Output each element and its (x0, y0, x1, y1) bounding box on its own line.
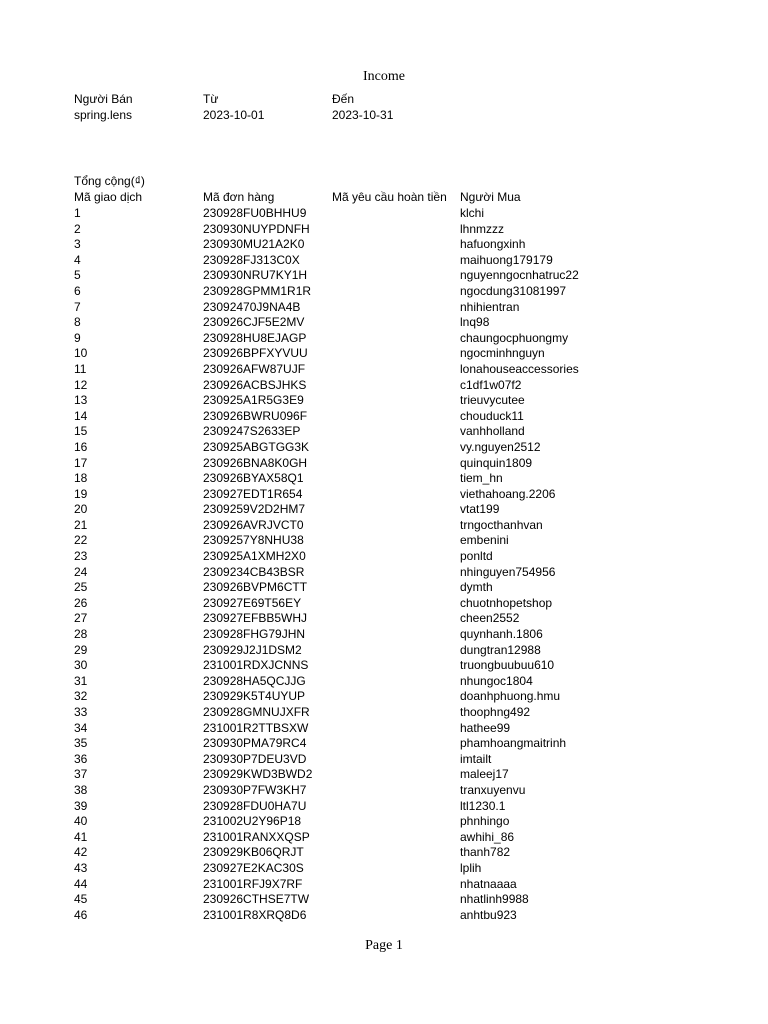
transaction-id-cell: 28 (74, 627, 88, 642)
buyer-cell: truongbuubuu610 (460, 658, 555, 673)
transaction-id-cell: 9 (74, 330, 81, 345)
order-id-cell: 230925A1R5G3E9 (203, 393, 304, 408)
order-id-cell: 230929J2J1DSM2 (203, 642, 302, 657)
table-row (0, 456, 768, 472)
order-id-cell: 230930PMA79RC4 (203, 736, 307, 751)
transaction-id-cell: 40 (74, 814, 88, 829)
from-label: Từ (203, 92, 219, 106)
buyer-cell: nhatlinh9988 (460, 892, 529, 907)
order-id-cell: 230926ACBSJHKS (203, 377, 307, 392)
buyer-cell: awhihi_86 (460, 829, 515, 844)
buyer-cell: c1df1w07f2 (460, 377, 522, 392)
order-id-cell: 230926AVRJVCT0 (203, 517, 304, 532)
column-header-transaction-id: Mã giao dịch (74, 190, 143, 204)
page-number: Page 1 (365, 938, 403, 953)
table-row (0, 440, 768, 456)
buyer-cell: nhinguyen754956 (460, 564, 556, 579)
order-id-cell: 230928FU0BHHU9 (203, 206, 307, 220)
transaction-id-cell: 19 (74, 486, 88, 501)
buyer-cell: klchi (460, 206, 485, 220)
order-id-cell: 230927EFBB5WHJ (203, 611, 308, 626)
transaction-id-cell: 39 (74, 798, 88, 813)
transaction-id-cell: 10 (74, 346, 88, 361)
order-id-cell: 2309257Y8NHU38 (203, 533, 304, 548)
transaction-id-cell: 12 (74, 377, 88, 392)
transaction-id-cell: 41 (74, 829, 88, 844)
table-row (0, 222, 768, 238)
table-row (0, 892, 768, 908)
transaction-id-cell: 20 (74, 502, 88, 517)
table-row (0, 814, 768, 830)
buyer-cell: ponltd (460, 549, 493, 564)
transaction-id-cell: 21 (74, 517, 88, 532)
table-row (0, 237, 768, 253)
transaction-id-cell: 13 (74, 393, 88, 408)
to-date-value: 2023-10-31 (332, 108, 394, 122)
table-row (0, 861, 768, 877)
buyer-cell: cheen2552 (460, 611, 520, 626)
report-title: Income (363, 69, 405, 84)
buyer-cell: lonahouseaccessories (460, 361, 579, 376)
table-row (0, 845, 768, 861)
buyer-cell: vtat199 (460, 502, 500, 517)
table-row (0, 705, 768, 721)
transaction-id-cell: 34 (74, 720, 88, 735)
transaction-id-cell: 29 (74, 642, 88, 657)
table-row (0, 378, 768, 394)
from-date-value: 2023-10-01 (203, 108, 265, 122)
order-id-cell: 231001RFJ9X7RF (203, 876, 303, 891)
table-row (0, 268, 768, 284)
buyer-cell: thanh782 (460, 845, 511, 860)
table-row (0, 689, 768, 705)
transaction-id-cell: 43 (74, 860, 88, 875)
order-id-cell: 231001RDXJCNNS (203, 658, 309, 673)
total-label: Tổng cộng(₫) (74, 174, 145, 188)
order-id-cell: 230928FDU0HA7U (203, 798, 307, 813)
table-row (0, 752, 768, 768)
buyer-cell: maleej17 (460, 767, 509, 782)
order-id-cell: 2309259V2D2HM7 (203, 502, 306, 517)
table-row (0, 721, 768, 737)
transaction-table-body (0, 206, 768, 923)
transaction-id-cell: 45 (74, 892, 88, 907)
transaction-id-cell: 1 (74, 206, 81, 220)
buyer-cell: chuotnhopetshop (460, 595, 553, 610)
transaction-id-cell: 38 (74, 782, 88, 797)
buyer-cell: ngocminhnguyn (460, 346, 545, 361)
order-id-cell: 230930NUYPDNFH (203, 221, 310, 236)
order-id-cell: 231001RANXXQSP (203, 829, 310, 844)
order-id-cell: 2309247S2633EP (203, 424, 301, 439)
order-id-cell: 230926AFW87UJF (203, 361, 306, 376)
buyer-cell: ngocdung31081997 (460, 283, 567, 298)
table-row (0, 487, 768, 503)
order-id-cell: 230925ABGTGG3K (203, 439, 310, 454)
buyer-cell: maihuong179179 (460, 252, 553, 267)
column-header-order-id: Mã đơn hàng (203, 190, 275, 204)
buyer-cell: lhnmzzz (460, 221, 505, 236)
buyer-cell: chouduck11 (460, 408, 524, 423)
buyer-cell: ltl1230.1 (460, 798, 506, 813)
buyer-cell: lnq98 (460, 315, 490, 330)
transaction-id-cell: 26 (74, 595, 88, 610)
table-header (0, 190, 768, 206)
order-id-cell: 230928FHG79JHN (203, 627, 306, 642)
buyer-cell: nguyenngocnhatruc22 (460, 268, 579, 283)
buyer-cell: lplih (460, 860, 482, 875)
order-id-cell: 230928FJ313C0X (203, 252, 300, 267)
transaction-id-cell: 7 (74, 299, 81, 314)
buyer-cell: doanhphuong.hmu (460, 689, 561, 704)
to-label: Đến (332, 92, 355, 106)
transaction-id-cell: 36 (74, 751, 88, 766)
table-row (0, 643, 768, 659)
table-row (0, 409, 768, 425)
transaction-id-cell: 4 (74, 252, 81, 267)
table-row (0, 580, 768, 596)
transaction-id-cell: 27 (74, 611, 88, 626)
order-id-cell: 230927EDT1R654 (203, 486, 303, 501)
transaction-id-cell: 14 (74, 408, 88, 423)
column-header-buyer: Người Mua (460, 190, 521, 204)
table-row (0, 627, 768, 643)
buyer-cell: phamhoangmaitrinh (460, 736, 567, 751)
transaction-id-cell: 30 (74, 658, 88, 673)
transaction-id-cell: 3 (74, 237, 81, 252)
transaction-id-cell: 11 (74, 361, 87, 376)
order-id-cell: 230930P7DEU3VD (203, 751, 307, 766)
buyer-cell: vanhholland (460, 424, 525, 439)
table-row (0, 331, 768, 347)
buyer-cell: quinquin1809 (460, 455, 533, 470)
transaction-id-cell: 35 (74, 736, 88, 751)
buyer-cell: anhtbu923 (460, 907, 517, 922)
meta-values-row (0, 108, 768, 124)
table-row (0, 736, 768, 752)
table-row (0, 300, 768, 316)
table-row (0, 783, 768, 799)
buyer-cell: dungtran12988 (460, 642, 541, 657)
order-id-cell: 230926BYAX58Q1 (203, 471, 304, 486)
transaction-id-cell: 16 (74, 439, 88, 454)
table-row (0, 346, 768, 362)
transaction-id-cell: 17 (74, 455, 88, 470)
table-row (0, 393, 768, 409)
order-id-cell: 230930NRU7KY1H (203, 268, 308, 283)
order-id-cell: 230927E2KAC30S (203, 860, 304, 875)
buyer-cell: tiem_hn (460, 471, 503, 486)
transaction-id-cell: 15 (74, 424, 88, 439)
transaction-id-cell: 2 (74, 221, 81, 236)
seller-value: spring.lens (74, 108, 133, 122)
table-row (0, 611, 768, 627)
buyer-cell: hathee99 (460, 720, 511, 735)
buyer-cell: nhungoc1804 (460, 673, 533, 688)
order-id-cell: 230929K5T4UYUP (203, 689, 306, 704)
table-row (0, 206, 768, 222)
buyer-cell: hafuongxinh (460, 237, 526, 252)
order-id-cell: 230928HU8EJAGP (203, 330, 307, 345)
meta-header-row (0, 92, 768, 108)
table-row (0, 315, 768, 331)
table-row (0, 799, 768, 815)
order-id-cell: 230928GPMM1R1R (203, 283, 312, 298)
order-id-cell: 230926BPFXYVUU (203, 346, 308, 361)
table-row (0, 877, 768, 893)
buyer-cell: quynhanh.1806 (460, 627, 543, 642)
table-row (0, 565, 768, 581)
buyer-cell: embenini (460, 533, 509, 548)
transaction-id-cell: 44 (74, 876, 88, 891)
order-id-cell: 230929KWD3BWD2 (203, 767, 313, 782)
buyer-cell: chaungocphuongmy (460, 330, 569, 345)
table-row (0, 658, 768, 674)
order-id-cell: 230930P7FW3KH7 (203, 782, 307, 797)
table-row (0, 674, 768, 690)
order-id-cell: 230927E69T56EY (203, 595, 302, 610)
transaction-id-cell: 31 (74, 673, 88, 688)
table-row (0, 549, 768, 565)
total-row (0, 174, 768, 190)
table-row (0, 767, 768, 783)
order-id-cell: 231001R2TTBSXW (203, 720, 309, 735)
transaction-id-cell: 22 (74, 533, 88, 548)
order-id-cell: 230928HA5QCJJG (203, 673, 306, 688)
buyer-cell: trngocthanhvan (460, 517, 543, 532)
column-header-refund-request-id: Mã yêu cầu hoàn tiền (332, 190, 447, 204)
table-row (0, 518, 768, 534)
transaction-id-cell: 18 (74, 471, 88, 486)
order-id-cell: 2309234CB43BSR (203, 564, 305, 579)
buyer-cell: dymth (460, 580, 493, 595)
buyer-cell: nhatnaaaa (460, 876, 517, 891)
transaction-id-cell: 23 (74, 549, 88, 564)
transaction-id-cell: 24 (74, 564, 88, 579)
order-id-cell: 230925A1XMH2X0 (203, 549, 306, 564)
table-row (0, 908, 768, 924)
order-id-cell: 230930MU21A2K0 (203, 237, 305, 252)
buyer-cell: tranxuyenvu (460, 782, 526, 797)
order-id-cell: 231001R8XRQ8D6 (203, 907, 307, 922)
table-row (0, 533, 768, 549)
transaction-id-cell: 46 (74, 907, 88, 922)
buyer-cell: vy.nguyen2512 (460, 439, 541, 454)
table-row (0, 471, 768, 487)
buyer-cell: viethahoang.2206 (460, 486, 556, 501)
table-row (0, 830, 768, 846)
buyer-cell: thoophng492 (460, 705, 531, 719)
order-id-cell: 23092470J9NA4B (203, 299, 301, 314)
transaction-id-cell: 37 (74, 767, 88, 782)
table-row (0, 424, 768, 440)
table-row (0, 596, 768, 612)
buyer-cell: phnhingo (460, 814, 510, 829)
transaction-id-cell: 42 (74, 845, 88, 860)
table-row (0, 502, 768, 518)
table-row (0, 362, 768, 378)
order-id-cell: 230926CTHSE7TW (203, 892, 310, 907)
transaction-id-cell: 33 (74, 705, 88, 719)
buyer-cell: imtailt (460, 751, 492, 766)
transaction-id-cell: 6 (74, 283, 81, 298)
order-id-cell: 231002U2Y96P18 (203, 814, 302, 829)
order-id-cell: 230926BVPM6CTT (203, 580, 308, 595)
transaction-id-cell: 32 (74, 689, 88, 704)
order-id-cell: 230929KB06QRJT (203, 845, 304, 860)
order-id-cell: 230926CJF5E2MV (203, 315, 305, 330)
order-id-cell: 230926BWRU096F (203, 408, 308, 423)
transaction-id-cell: 8 (74, 315, 81, 330)
buyer-cell: nhihientran (460, 299, 520, 314)
buyer-cell: trieuvycutee (460, 393, 525, 408)
transaction-id-cell: 25 (74, 580, 88, 595)
table-row (0, 284, 768, 300)
order-id-cell: 230928GMNUJXFR (203, 705, 310, 719)
seller-label: Người Bán (74, 92, 133, 106)
transaction-id-cell: 5 (74, 268, 81, 283)
table-row (0, 253, 768, 269)
order-id-cell: 230926BNA8K0GH (203, 455, 308, 470)
